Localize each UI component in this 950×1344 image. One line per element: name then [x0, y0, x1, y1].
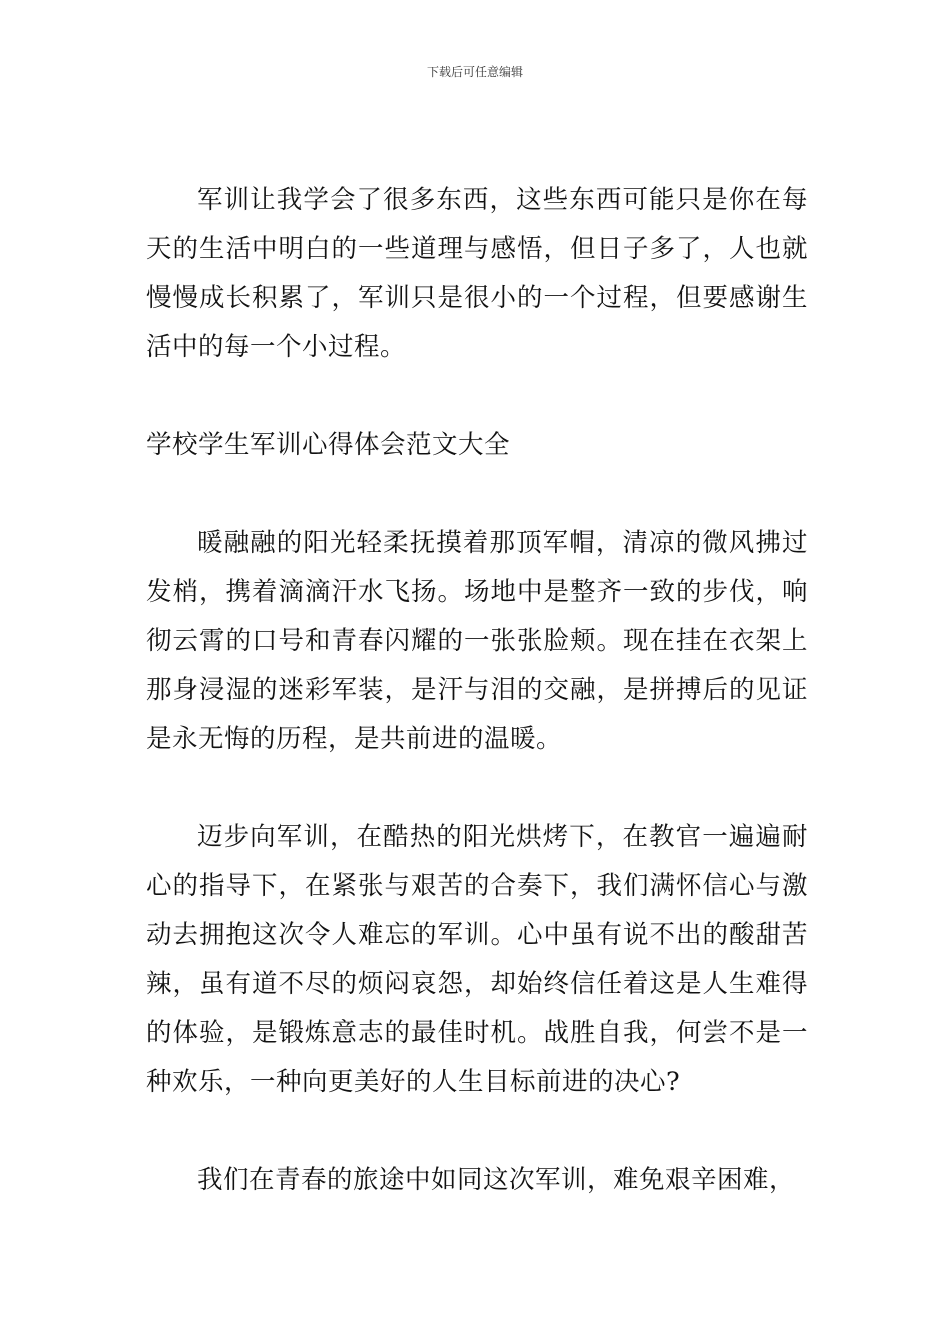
paragraph-3: 迈步向军训，在酷热的阳光烘烤下，在教官一遍遍耐心的指导下，在紧张与艰苦的合奏下，我们满怀信心与激动去拥抱这次令人难忘的军训。心中虽有说不出的酸甜苦辣，虽有道不尽的烦闷哀怨，却始终信任着这是人生难得的体验，是锻炼意志的最佳时机。战胜自我，何尝不是一种欢乐，一种向更美好的人生目标前进的决心?: [146, 822, 808, 1097]
paragraph-1: 军训让我学会了很多东西，这些东西可能只是你在每天的生活中明白的一些道理与感悟，但日子多了，人也就慢慢成长积累了，军训只是很小的一个过程，但要感谢生活中的每一个小过程。: [146, 185, 808, 362]
paragraph-4: 我们在青春的旅途中如同这次军训，难免艰辛困难，: [197, 1165, 796, 1195]
document-body: [146, 176, 808, 1205]
paragraph-2: 暖融融的阳光轻柔抚摸着那顶军帽，清凉的微风拂过发梢，携着滴滴汗水飞扬。场地中是整齐一致的步伐，响彻云霄的口号和青春闪耀的一张张脸颊。现在挂在衣架上那身浸湿的迷彩军装，是汗与泪的交融，是拼搏后的见证是永无悔的历程，是共前进的温暖。: [146, 528, 808, 754]
section-heading: 学校学生军训心得体会范文大全: [146, 430, 511, 460]
page-header-note: 下载后可任意编辑: [426, 65, 523, 79]
